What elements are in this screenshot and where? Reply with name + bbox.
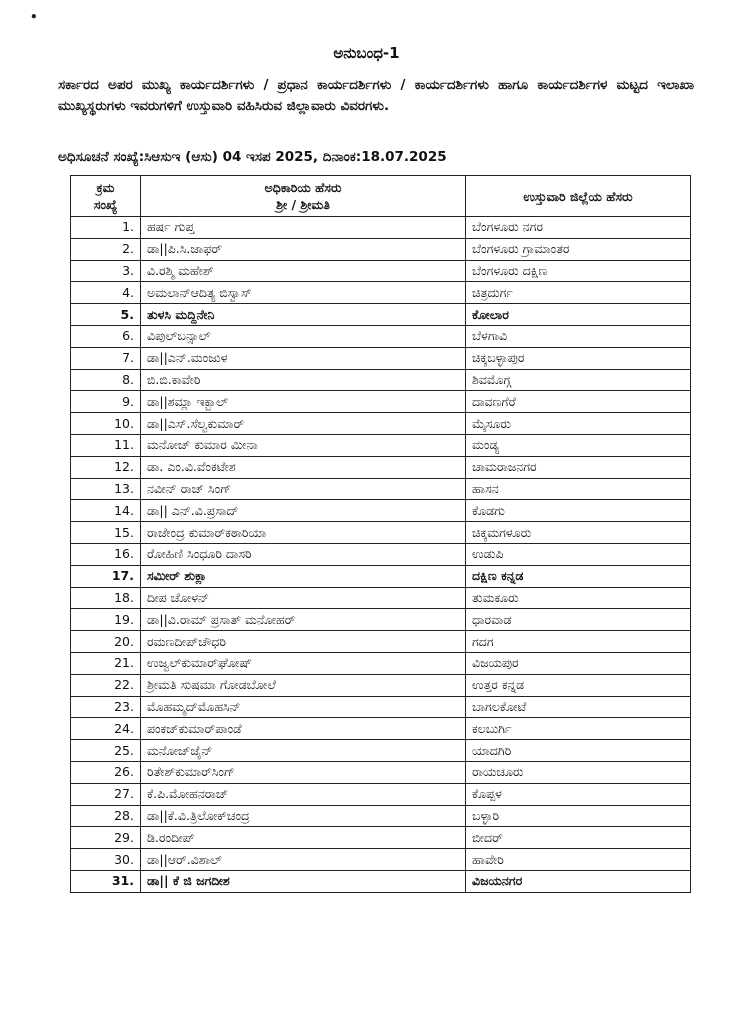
serial-number-cell: 18. — [71, 587, 141, 609]
officer-name-cell: ಡಾ||ಶಮ್ಲಾ ಇಕ್ಬಾಲ್ — [141, 391, 466, 413]
district-cell: ಕಲಬುರ್ಗಿ — [466, 718, 691, 740]
district-cell: ಹಾಸನ — [466, 478, 691, 500]
district-cell: ಕೊಪ್ಪಳ — [466, 783, 691, 805]
table-row — [71, 740, 691, 762]
officer-name-cell: ಸಮೀರ್ ಶುಕ್ಲಾ — [141, 565, 466, 587]
district-cell: ದಕ್ಷಿಣ ಕನ್ನಡ — [466, 565, 691, 587]
officer-name-cell: ಶ್ರೀಮತಿ ಸುಷಮಾ ಗೋಡಬೋಲೆ — [141, 674, 466, 696]
table-row — [71, 217, 691, 239]
serial-number-cell: 17. — [71, 565, 141, 587]
table-row — [71, 500, 691, 522]
officer-name-cell: ರಾಜೇಂದ್ರ ಕುಮಾರ್‌ಕಠಾರಿಯಾ — [141, 522, 466, 544]
table-row — [71, 718, 691, 740]
table-row — [71, 391, 691, 413]
serial-number-cell: 26. — [71, 761, 141, 783]
officer-name-cell: ಡಾ||ಎನ್.ಮಂಜುಳ — [141, 347, 466, 369]
district-cell: ಶಿವಮೊಗ್ಗ — [466, 369, 691, 391]
table-row — [71, 587, 691, 609]
header-name-line1: ಅಧಿಕಾರಿಯ ಹೆಸರು — [264, 180, 342, 195]
officer-name-cell: ಹರ್ಷ ಗುಪ್ತ — [141, 217, 466, 239]
officer-name-cell: ಡಾ|| ಎನ್.ವಿ.ಪ್ರಸಾದ್ — [141, 500, 466, 522]
table-row — [71, 609, 691, 631]
district-cell: ಚಿತ್ರದುರ್ಗ — [466, 282, 691, 304]
serial-number-cell: 28. — [71, 805, 141, 827]
officer-name-cell: ಡಾ||ಎಸ್.ಸೆಲ್ವಕುಮಾರ್ — [141, 413, 466, 435]
serial-number-cell: 21. — [71, 652, 141, 674]
district-cell: ಚಾಮರಾಜನಗರ — [466, 456, 691, 478]
officer-name-cell: ಮೊಹಮ್ಮದ್‌ಮೊಹಸಿನ್ — [141, 696, 466, 718]
table-row — [71, 849, 691, 871]
officer-name-cell: ರಿತೇಶ್‌ಕುಮಾರ್‌ಸಿಂಗ್ — [141, 761, 466, 783]
district-cell: ಬಳ್ಳಾರಿ — [466, 805, 691, 827]
table-row — [71, 478, 691, 500]
district-cell: ರಾಯಚೂರು — [466, 761, 691, 783]
table-row — [71, 565, 691, 587]
serial-number-cell: 5. — [71, 304, 141, 326]
header-serial-line2: ಸಂಖ್ಯೆ — [93, 197, 118, 212]
officer-name-cell: ಮನೋಜ್‌ಜೈನ್ — [141, 740, 466, 762]
table-row — [71, 827, 691, 849]
district-cell: ತುಮಕೂರು — [466, 587, 691, 609]
table-row — [71, 456, 691, 478]
table-row — [71, 434, 691, 456]
officer-name-cell: ಡಾ. ಎಂ.ವಿ.ವೆಂಕಟೇಶ — [141, 456, 466, 478]
officer-name-cell: ಡಾ||ಪಿ.ಸಿ.ಜಾಫರ್ — [141, 238, 466, 260]
officer-name-cell: ಡಾ||ವಿ.ರಾಮ್ ಪ್ರಸಾತ್ ಮನೋಹರ್ — [141, 609, 466, 631]
officer-name-cell: ಡಾ|| ಕೆ ಜಿ ಜಗದೀಶ — [141, 870, 466, 892]
district-cell: ಬೆಂಗಳೂರು ಗ್ರಾಮಾಂತರ — [466, 238, 691, 260]
officer-name-cell: ವಿಪುಲ್‌ಬನ್ಸಾಲ್ — [141, 325, 466, 347]
document-description: ಸರ್ಕಾರದ ಅಪರ ಮುಖ್ಯ ಕಾರ್ಯದರ್ಶಿಗಳು / ಪ್ರಧಾನ ಕಾರ್ಯದರ್ಶಿಗಳು / ಕಾರ್ಯದರ್ಶಿಗಳು ಹಾಗೂ ಕಾರ್ಯದರ್ಶಿಗಳ ಮಟ್ಟದ ಇಲಾಖಾ ಮುಖ್ಯಸ್ಥರುಗಳು ಇವರುಗಳಿಗೆ ಉಸ್ತುವಾರಿ ವಹಿಸಿರುವ ಜಿಲ್ಲಾವಾರು ವಿವರಗಳು. — [58, 77, 694, 114]
header-serial-line1: ಕ್ರಮ — [96, 180, 115, 195]
serial-number-cell: 3. — [71, 260, 141, 282]
table-row — [71, 282, 691, 304]
serial-number-cell: 14. — [71, 500, 141, 522]
serial-number-cell: 12. — [71, 456, 141, 478]
table-row — [71, 304, 691, 326]
district-cell: ಕೊಡಗು — [466, 500, 691, 522]
district-cell: ಬೆಳಗಾವಿ — [466, 325, 691, 347]
district-cell: ಧಾರವಾಡ — [466, 609, 691, 631]
table-row — [71, 674, 691, 696]
officer-name-cell: ನವೀನ್ ರಾಜ್ ಸಿಂಗ್ — [141, 478, 466, 500]
serial-number-cell: 9. — [71, 391, 141, 413]
table-row — [71, 325, 691, 347]
serial-number-cell: 6. — [71, 325, 141, 347]
table-row — [71, 652, 691, 674]
corner-mark: • — [30, 10, 38, 24]
serial-number-cell: 31. — [71, 870, 141, 892]
officer-name-cell: ವಿ.ರಶ್ಮಿ ಮಹೇಶ್ — [141, 260, 466, 282]
officer-name-cell: ಅಮಲಾನ್‌ಆದಿತ್ಯ ಬಿಸ್ವಾಸ್ — [141, 282, 466, 304]
district-cell: ವಿಜಯನಗರ — [466, 870, 691, 892]
serial-number-cell: 16. — [71, 543, 141, 565]
serial-number-cell: 27. — [71, 783, 141, 805]
header-name-line2: ಶ್ರೀ / ಶ್ರೀಮತಿ — [276, 197, 330, 212]
table-row — [71, 543, 691, 565]
table-header-row — [71, 176, 691, 217]
table-row — [71, 783, 691, 805]
table-row — [71, 522, 691, 544]
serial-number-cell: 2. — [71, 238, 141, 260]
serial-number-cell: 30. — [71, 849, 141, 871]
header-district: ಉಸ್ತುವಾರಿ ಜಿಲ್ಲೆಯ ಹೆಸರು — [466, 176, 691, 217]
officer-name-cell: ಡಾ||ಆರ್.ವಿಶಾಲ್ — [141, 849, 466, 871]
header-officer-name — [141, 176, 466, 217]
serial-number-cell: 13. — [71, 478, 141, 500]
serial-number-cell: 29. — [71, 827, 141, 849]
table-row — [71, 870, 691, 892]
officer-name-cell: ಡಾ||ಕೆ.ವಿ.ತ್ರಿಲೋಕ್‌ಚಂದ್ರ — [141, 805, 466, 827]
header-serial-number — [71, 176, 141, 217]
serial-number-cell: 4. — [71, 282, 141, 304]
officer-name-cell: ಪಂಕಜ್‌ಕುಮಾರ್‌ಪಾಂಡೆ — [141, 718, 466, 740]
table-row — [71, 238, 691, 260]
table-row — [71, 413, 691, 435]
officer-name-cell: ಕೆ.ಪಿ.ಮೋಹನರಾಜ್ — [141, 783, 466, 805]
district-cell: ಮಂಡ್ಯ — [466, 434, 691, 456]
district-cell: ಬೆಂಗಳೂರು ನಗರ — [466, 217, 691, 239]
page-title: ಅನುಬಂಧ-1 — [333, 44, 400, 62]
serial-number-cell: 8. — [71, 369, 141, 391]
district-cell: ಚಿಕ್ಕಬಳ್ಳಾಪುರ — [466, 347, 691, 369]
district-cell: ಕೋಲಾರ — [466, 304, 691, 326]
in-charge-districts-table — [70, 175, 691, 893]
serial-number-cell: 20. — [71, 631, 141, 653]
serial-number-cell: 23. — [71, 696, 141, 718]
table-row — [71, 347, 691, 369]
table-row — [71, 369, 691, 391]
table-row — [71, 805, 691, 827]
serial-number-cell: 25. — [71, 740, 141, 762]
table-row — [71, 631, 691, 653]
officer-name-cell: ತುಳಸಿ ಮದ್ದಿನೇನಿ — [141, 304, 466, 326]
district-cell: ಬಾಗಲಕೋಟೆ — [466, 696, 691, 718]
officer-name-cell: ದೀಪ ಚೋಳನ್ — [141, 587, 466, 609]
district-cell: ವಿಜಯಪುರ — [466, 652, 691, 674]
serial-number-cell: 1. — [71, 217, 141, 239]
serial-number-cell: 11. — [71, 434, 141, 456]
district-cell: ಚಿಕ್ಕಮಗಳೂರು — [466, 522, 691, 544]
district-cell: ಯಾದಗಿರಿ — [466, 740, 691, 762]
officer-name-cell: ರಮಣದೀಪ್‌ಚೌಧರಿ — [141, 631, 466, 653]
serial-number-cell: 19. — [71, 609, 141, 631]
table-row — [71, 696, 691, 718]
serial-number-cell: 10. — [71, 413, 141, 435]
table-row — [71, 761, 691, 783]
officer-name-cell: ಡಿ.ರಂದೀಪ್ — [141, 827, 466, 849]
district-cell: ದಾವಣಗೆರೆ — [466, 391, 691, 413]
district-cell: ಉಡುಪಿ — [466, 543, 691, 565]
district-cell: ಗದಗ — [466, 631, 691, 653]
serial-number-cell: 22. — [71, 674, 141, 696]
serial-number-cell: 24. — [71, 718, 141, 740]
officer-name-cell: ರೋಹಿಣಿ ಸಿಂಧೂರಿ ದಾಸರಿ — [141, 543, 466, 565]
district-cell: ಮೈಸೂರು — [466, 413, 691, 435]
district-cell: ಬೆಂಗಳೂರು ದಕ್ಷಿಣ — [466, 260, 691, 282]
serial-number-cell: 15. — [71, 522, 141, 544]
officer-name-cell: ಬಿ.ಬಿ.ಕಾವೇರಿ — [141, 369, 466, 391]
officer-name-cell: ಉಜ್ವಲ್‌ಕುಮಾರ್‌ಘೋಷ್ — [141, 652, 466, 674]
serial-number-cell: 7. — [71, 347, 141, 369]
district-cell: ಬೀದರ್ — [466, 827, 691, 849]
district-cell: ಹಾವೇರಿ — [466, 849, 691, 871]
district-cell: ಉತ್ತರ ಕನ್ನಡ — [466, 674, 691, 696]
notification-reference: ಅಧಿಸೂಚನೆ ಸಂಖ್ಯೆ:ಸಿಆಸುಇ (ಆಸು) 04 ಇಸಪ 2025, ದಿನಾಂಕ:18.07.2025 — [58, 149, 447, 165]
table-row — [71, 260, 691, 282]
officer-name-cell: ಮನೋಜ್ ಕುಮಾರ ಮೀನಾ — [141, 434, 466, 456]
